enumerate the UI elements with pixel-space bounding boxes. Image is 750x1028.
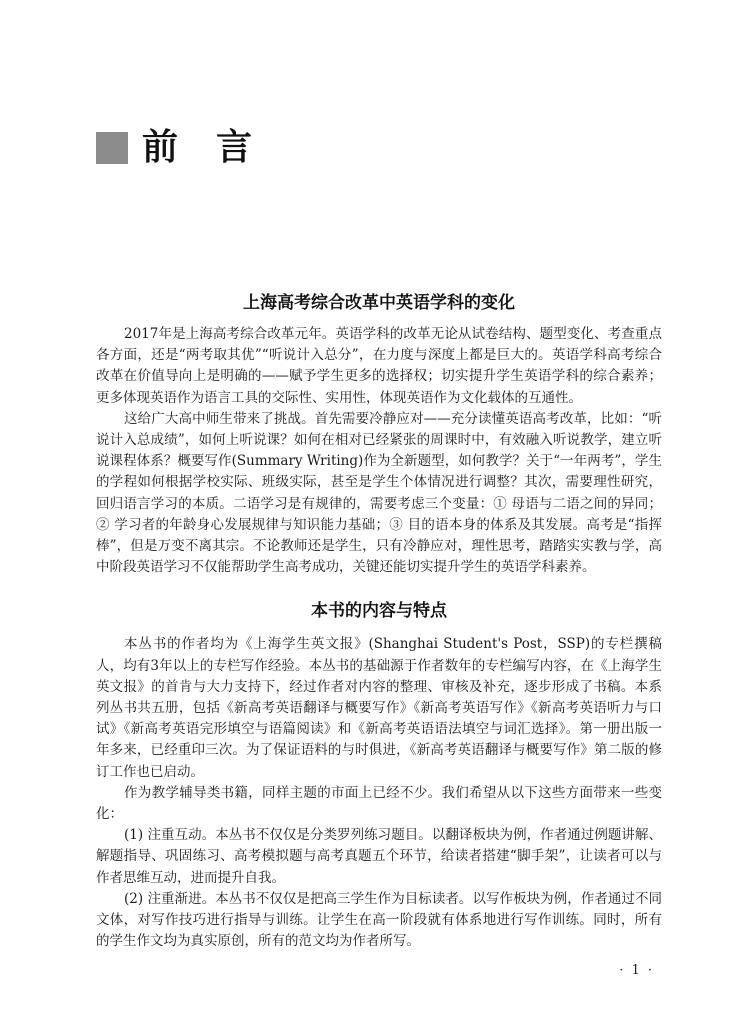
paragraph: 2017年是上海高考综合改革元年。英语学科的改革无论从试卷结构、题型变化、考查重点各方面，还是“两考取其优”“听说计入总分”，在力度与深度上都是巨大的。英语学科高考综合改革在价值导向上是明确的——赋予学生更多的选择权；切实提升学生英语学科的综合素养；更多体现英语作为语言工具的交际性、实用性，体现英语作为文化载体的互通性。	[96, 326, 662, 406]
page-title: 前言	[142, 127, 291, 168]
section-heading: 本书的内容与特点	[311, 601, 447, 622]
paragraph: (1) 注重互动。本丛书不仅仅是分类罗列练习题目。以翻译板块为例，作者通过例题讲解、解题指导、巩固练习、高考模拟题与高考真题五个环节，给读者搭建“脚手架”，让读者可以与作者思维互动，进而提升自我。	[96, 827, 662, 886]
paragraph: 作为教学辅导类书籍，同样主题的市面上已经不少。我们希望从以下这些方面带来一些变化：	[96, 784, 662, 823]
section-reform-changes	[96, 290, 662, 578]
section-book-content	[96, 598, 662, 952]
paragraph: 这给广大高中师生带来了挑战。首先需要冷静应对——充分读懂英语高考改革，比如：“听说计入总成绩”，如何上听说课？如何在相对已经紧张的周课时中，有效融入听说教学，建立听说课程体系？概要写作(Summary Writing)作为全新题型，如何教学？关于“一年两考”，学生的学程如何根据学校实际、班级实际，甚至是学生个体情况进行调整？其次，需要理性研究，回归语言学习的本质。二语学习是有规律的，需要考虑三个变量：① 母语与二语之间的异同；② 学习者的年龄身心发展规律与知识能力基础；③ 目的语本身的体系及其发展。高考是“指挥棒”，但是万变不离其宗。不论教师还是学生，只有冷静应对，理性思考，踏踏实实教与学，高中阶段英语学习不仅能帮助学生高考成功，关键还能切实提升学生的英语学科素养。	[96, 410, 662, 576]
preface-body	[96, 290, 662, 952]
paragraph: 本丛书的作者均为《上海学生英文报》(Shanghai Student's Post，SSP)的专栏撰稿人，均有3年以上的专栏写作经验。本丛书的基础源于作者数年的专栏编写内容，在《上海学生英文报》的首肯与大力支持下，经过作者对内容的整理、审核及补充，逐步形成了书稿。本系列丛书共五册，包括《新高考英语翻译与概要写作》《新高考英语写作》《新高考英语听力与口试》《新高考英语完形填空与语篇阅读》和《新高考英语语法填空与词汇选择》。第一册出版一年多来，已经重印三次。为了保证语料的与时俱进，《新高考英语翻译与概要写作》第二版的修订工作也已启动。	[96, 636, 662, 780]
title-square-marker	[96, 132, 128, 164]
page-header	[96, 126, 290, 170]
page-number: · 1 ·	[619, 963, 654, 978]
section-heading: 上海高考综合改革中英语学科的变化	[243, 293, 515, 313]
paragraph: (2) 注重渐进。本丛书不仅仅是把高三学生作为目标读者。以写作板块为例，作者通过不同文体，对写作技巧进行指导与训练。让学生在高一阶段就有体系地进行写作训练。同时，所有的学生作文均为真实原创，所有的范文均为作者所写。	[96, 890, 662, 950]
